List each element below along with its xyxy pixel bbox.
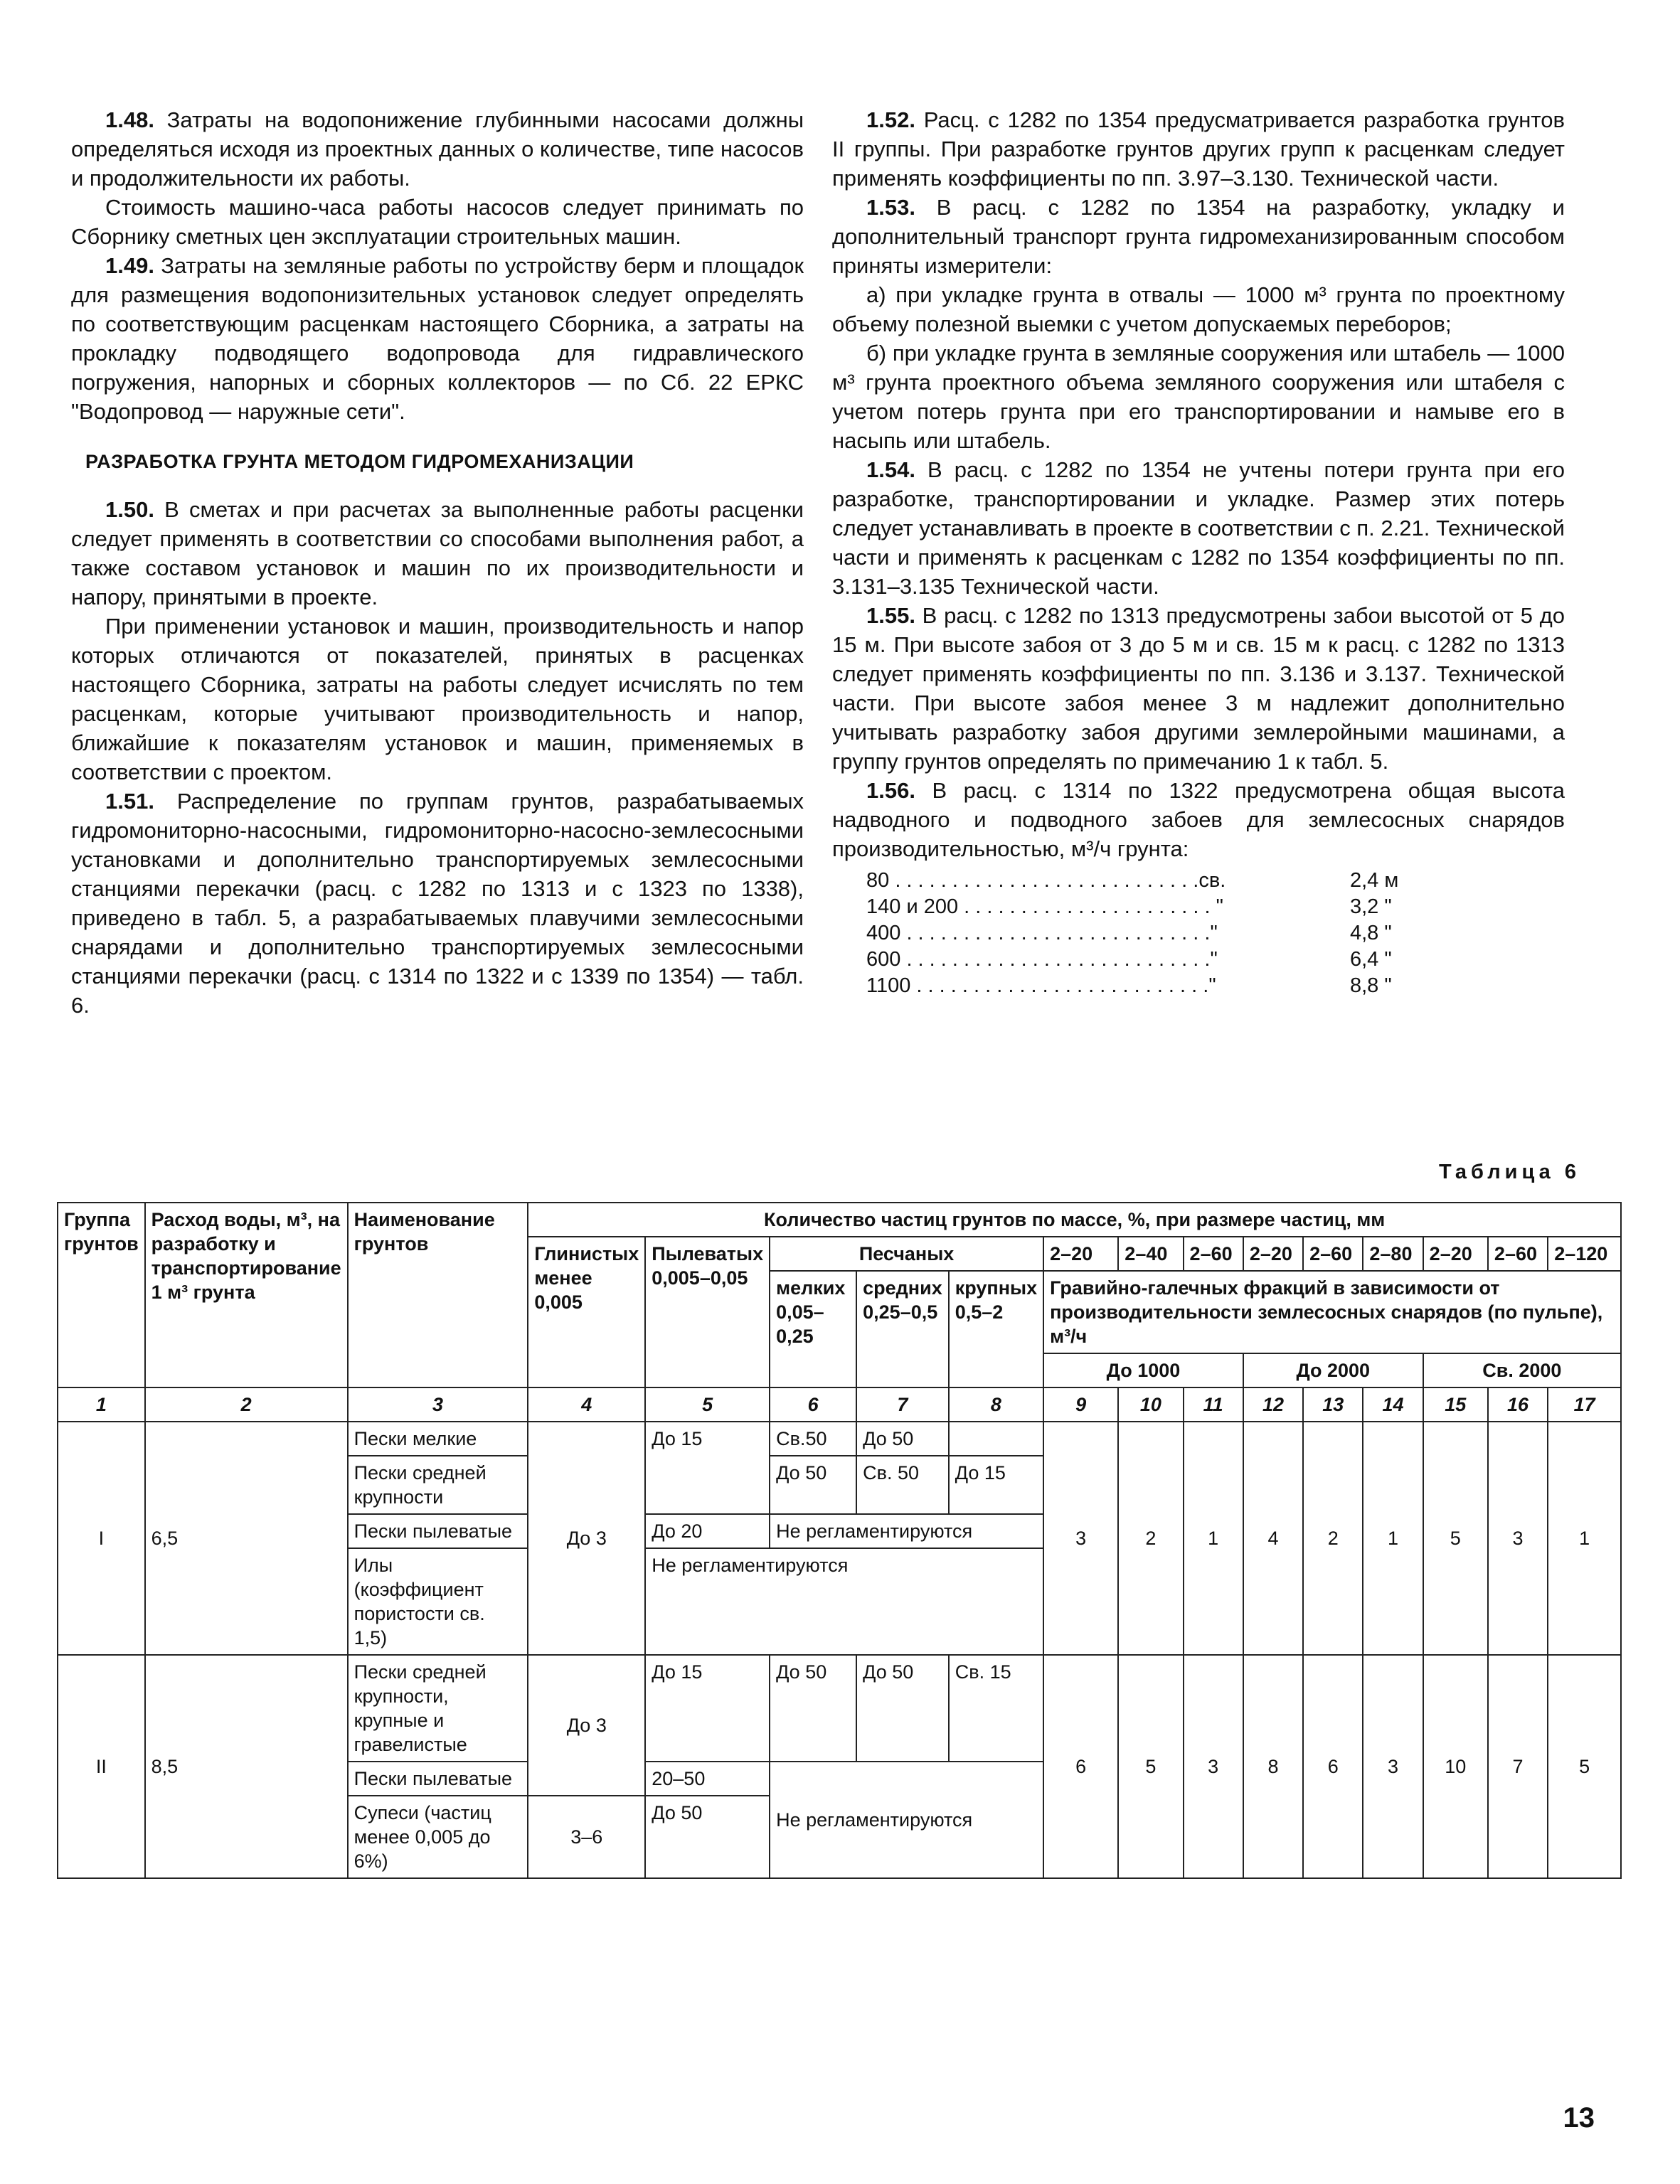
paragraph-1-54: 1.54. В расц. с 1282 по 1354 не учтены потери грунта при его разработке, транспортировании и укладке. Размер этих потерь следует устанавливать в проекте в соответствии с п. 2.21. Технической части и применять к расценкам с 1282 по 1354 коэффициенты по пп. 3.131–3.135 Технической части. xyxy=(832,457,1565,599)
paragraph-1-53: 1.53. В расц. с 1282 по 1354 на разработку, укладку и дополнительный транспорт грунта гидромеханизированным способом приняты измерители: xyxy=(832,195,1565,278)
clay-cell: 3–6 xyxy=(528,1796,645,1878)
gravel-cell: 6 xyxy=(1303,1655,1363,1878)
header-quantity: Количество частиц грунтов по массе, %, при размере частиц, мм xyxy=(528,1203,1621,1237)
not-regulated-cell: Не регламентируются xyxy=(645,1548,1043,1655)
soil-name: Пески средней крупности xyxy=(348,1456,528,1514)
soil-name: Пески пылеватые xyxy=(348,1514,528,1548)
left-column xyxy=(71,105,804,1020)
fine-cell: Св.50 xyxy=(770,1422,856,1456)
paragraph-1-53-b: б) при укладке грунта в земляные сооружения или штабель — 1000 м³ грунта проектного объема земляного сооружения или штабеля с учетом потерь грунта при его транспортировании и намыве его в насыпь или штабель. xyxy=(832,341,1565,453)
gravel-cell: 6 xyxy=(1043,1655,1118,1878)
header-dust: Пылеватых 0,005–0,05 xyxy=(645,1237,770,1387)
paragraph-1-52: 1.52. Расц. с 1282 по 1354 предусматривается разработка грунтов II группы. При разработке грунтов других групп к расценкам следует применять коэффициенты по пп. 3.97–3.130. Технической части. xyxy=(832,107,1565,191)
dust-cell: До 50 xyxy=(645,1796,770,1878)
header-size: 2–20 xyxy=(1423,1237,1488,1271)
range-row: 80 . . . . . . . . . . . . . . . . . . . . . . . . . . .св. 2,4 м xyxy=(866,869,1399,892)
gravel-cell: 1 xyxy=(1184,1422,1243,1655)
header-sand-fine: мелких 0,05–0,25 xyxy=(770,1271,856,1387)
soil-name: Пески пылеватые xyxy=(348,1762,528,1796)
paragraph-1-48: 1.48. Затраты на водопонижение глубинными насосами должны определяться исходя из проектных данных о количестве, типе насосов и продолжительности их работы. xyxy=(71,107,804,191)
range-row: 400 . . . . . . . . . . . . . . . . . . . . . . . . . . ." 4,8 " xyxy=(866,922,1392,944)
header-size: 2–120 xyxy=(1548,1237,1621,1271)
gravel-cell: 3 xyxy=(1043,1422,1118,1655)
table-caption: Таблица 6 xyxy=(1438,1161,1580,1183)
header-clay: Глинистых менее 0,005 xyxy=(528,1237,645,1387)
paragraph-number: 1.48. xyxy=(105,107,154,132)
paragraph-1-55: 1.55. В расц. с 1282 по 1313 предусмотрены забои высотой от 5 до 15 м. При высоте забоя от 3 до 5 м и св. 15 м к расц. с 1282 по 1313 следует применять коэффициенты по пп. 3.136 и 3.137. Технической части. При высоте забоя менее 3 м надлежит дополнительно учитывать разработку забоя другими землеройными машинами, а группу грунтов определять по примечанию 1 к табл. 5. xyxy=(832,603,1565,774)
fine-cell: До 50 xyxy=(770,1655,856,1762)
gravel-cell: 3 xyxy=(1488,1422,1548,1655)
range-row: 600 . . . . . . . . . . . . . . . . . . . . . . . . . . ." 6,4 " xyxy=(866,948,1392,971)
column-number-row: 1 2 3 4 5 6 7 8 9 10 11 12 13 14 15 16 17 xyxy=(58,1387,1621,1422)
paragraph-1-50-b: При применении установок и машин, производительность и напор которых отличаются от показателей, принятых в расценках настоящего Сборника, затраты на работы следует исчислять по тем расценкам, которые учитывают производительность и напор, ближайшие к показателям установок и машин, применяемых в соответствии с проектом. xyxy=(71,614,804,784)
paragraph-1-51: 1.51. Распределение по группам грунтов, разрабатываемых гидромониторно-насосными, гидромониторно-насосно-землесосными установками и дополнительно транспортируемых землесосными станциями перекачки (расц. с 1282 по 1313 и с 1323 по 1338), приведено в табл. 5, а разрабатываемых плавучими землесосными снарядами и дополнительно транспортируемых землесосными станциями перекачки (расц. с 1314 по 1322 и с 1339 по 1354) — табл. 6. xyxy=(71,789,804,1018)
fine-cell: До 50 xyxy=(770,1456,856,1514)
not-regulated-cell: Не регламентируются xyxy=(770,1762,1043,1878)
height-ranges-list xyxy=(866,868,1565,999)
gravel-cell: 10 xyxy=(1423,1655,1488,1878)
coarse-cell: До 15 xyxy=(949,1456,1043,1514)
header-sand-medium: средних 0,25–0,5 xyxy=(856,1271,949,1387)
header-group: Группа грунтов xyxy=(58,1203,145,1387)
header-size: 2–20 xyxy=(1243,1237,1303,1271)
header-size: 2–60 xyxy=(1303,1237,1363,1271)
gravel-cell: 3 xyxy=(1363,1655,1423,1878)
medium-cell: До 50 xyxy=(856,1422,949,1456)
right-column xyxy=(832,105,1565,999)
gravel-cell: 7 xyxy=(1488,1655,1548,1878)
dust-cell: 20–50 xyxy=(645,1762,770,1796)
header-perf: До 2000 xyxy=(1243,1353,1423,1387)
paragraph-1-56: 1.56. В расц. с 1314 по 1322 предусмотрена общая высота надводного и подводного забоев для землесосных снарядов производительностью, м³/ч грунта: xyxy=(832,778,1565,861)
paragraph-number: 1.54. xyxy=(866,457,915,482)
header-size: 2–60 xyxy=(1488,1237,1548,1271)
header-size: 2–80 xyxy=(1363,1237,1423,1271)
paragraph-number: 1.52. xyxy=(866,107,915,132)
soil-name: Супеси (частиц менее 0,005 до 6%) xyxy=(348,1796,528,1878)
gravel-cell: 5 xyxy=(1548,1655,1621,1878)
paragraph-number: 1.49. xyxy=(105,253,154,278)
gravel-cell: 4 xyxy=(1243,1422,1303,1655)
medium-cell: Св. 50 xyxy=(856,1456,949,1514)
paragraph-number: 1.55. xyxy=(866,603,915,628)
soil-name: Пески средней крупности, крупные и гравелистые xyxy=(348,1655,528,1762)
dust-cell: До 15 xyxy=(645,1422,770,1514)
dust-cell: До 15 xyxy=(645,1655,770,1762)
section-heading: РАЗРАБОТКА ГРУНТА МЕТОДОМ ГИДРОМЕХАНИЗАЦИИ xyxy=(85,451,634,472)
gravel-cell: 5 xyxy=(1423,1422,1488,1655)
table-row xyxy=(58,1655,1621,1762)
coarse-cell: Св. 15 xyxy=(949,1655,1043,1762)
gravel-cell: 2 xyxy=(1118,1422,1183,1655)
table-row xyxy=(58,1422,1621,1456)
paragraph-1-50: 1.50. В сметах и при расчетах за выполненные работы расценки следует применять в соответствии со способами выполнения работ, а также составом установок и машин по их производительности и напору, принятыми в проекте. xyxy=(71,497,804,609)
medium-cell: До 50 xyxy=(856,1655,949,1762)
clay-cell: До 3 xyxy=(528,1422,645,1655)
header-size: 2–40 xyxy=(1118,1237,1183,1271)
paragraph-1-53-a: а) при укладке грунта в отвалы — 1000 м³ грунта по проектному объему полезной выемки с учетом допускаемых переборов; xyxy=(832,282,1565,336)
header-sand-coarse: крупных 0,5–2 xyxy=(949,1271,1043,1387)
group-cell: II xyxy=(58,1655,145,1878)
not-regulated-cell: Не регламентируются xyxy=(770,1514,1043,1548)
water-cell: 6,5 xyxy=(145,1422,348,1655)
water-cell: 8,5 xyxy=(145,1655,348,1878)
header-sand: Песчаных xyxy=(770,1237,1043,1271)
paragraph-1-48-b: Стоимость машино-часа работы насосов следует принимать по Сборнику сметных цен эксплуатации строительных машин. xyxy=(71,195,804,249)
header-perf: До 1000 xyxy=(1043,1353,1243,1387)
gravel-cell: 1 xyxy=(1363,1422,1423,1655)
group-cell: I xyxy=(58,1422,145,1655)
coarse-cell xyxy=(949,1422,1043,1456)
gravel-cell: 2 xyxy=(1303,1422,1363,1655)
page-number: 13 xyxy=(1563,2102,1595,2134)
header-perf: Св. 2000 xyxy=(1423,1353,1621,1387)
gravel-cell: 1 xyxy=(1548,1422,1621,1655)
gravel-cell: 3 xyxy=(1184,1655,1243,1878)
soil-name: Пески мелкие xyxy=(348,1422,528,1456)
header-size: 2–20 xyxy=(1043,1237,1118,1271)
paragraph-1-49: 1.49. Затраты на земляные работы по устройству берм и площадок для размещения водопонизительных установок следует определять по соответствующим расценкам настоящего Сборника, а затраты на прокладку подводящего водопровода для гидравлического погружения, напорных и сборных коллекторов — по Сб. 22 ЕРКС "Водопровод — наружные сети". xyxy=(71,253,804,424)
header-gravel: Гравийно-галечных фракций в зависимости от производительности землесосных снарядов (по пульпе), м³/ч xyxy=(1043,1271,1621,1353)
table-6 xyxy=(57,1202,1622,1879)
paragraph-number: 1.53. xyxy=(866,195,915,220)
gravel-cell: 8 xyxy=(1243,1655,1303,1878)
range-row: 140 и 200 . . . . . . . . . . . . . . . . . . . . . . " 3,2 " xyxy=(866,895,1392,918)
header-water: Расход воды, м³, на разработку и транспортирование 1 м³ грунта xyxy=(145,1203,348,1387)
range-row: 1100 . . . . . . . . . . . . . . . . . . . . . . . . . ." 8,8 " xyxy=(866,974,1392,997)
paragraph-number: 1.50. xyxy=(105,497,154,522)
header-size: 2–60 xyxy=(1184,1237,1243,1271)
gravel-cell: 5 xyxy=(1118,1655,1183,1878)
dust-cell: До 20 xyxy=(645,1514,770,1548)
soil-name: Илы (коэффициент пористости св. 1,5) xyxy=(348,1548,528,1655)
header-name: Наименование грунтов xyxy=(348,1203,528,1387)
paragraph-number: 1.51. xyxy=(105,789,154,814)
clay-cell: До 3 xyxy=(528,1655,645,1796)
paragraph-number: 1.56. xyxy=(866,778,915,803)
